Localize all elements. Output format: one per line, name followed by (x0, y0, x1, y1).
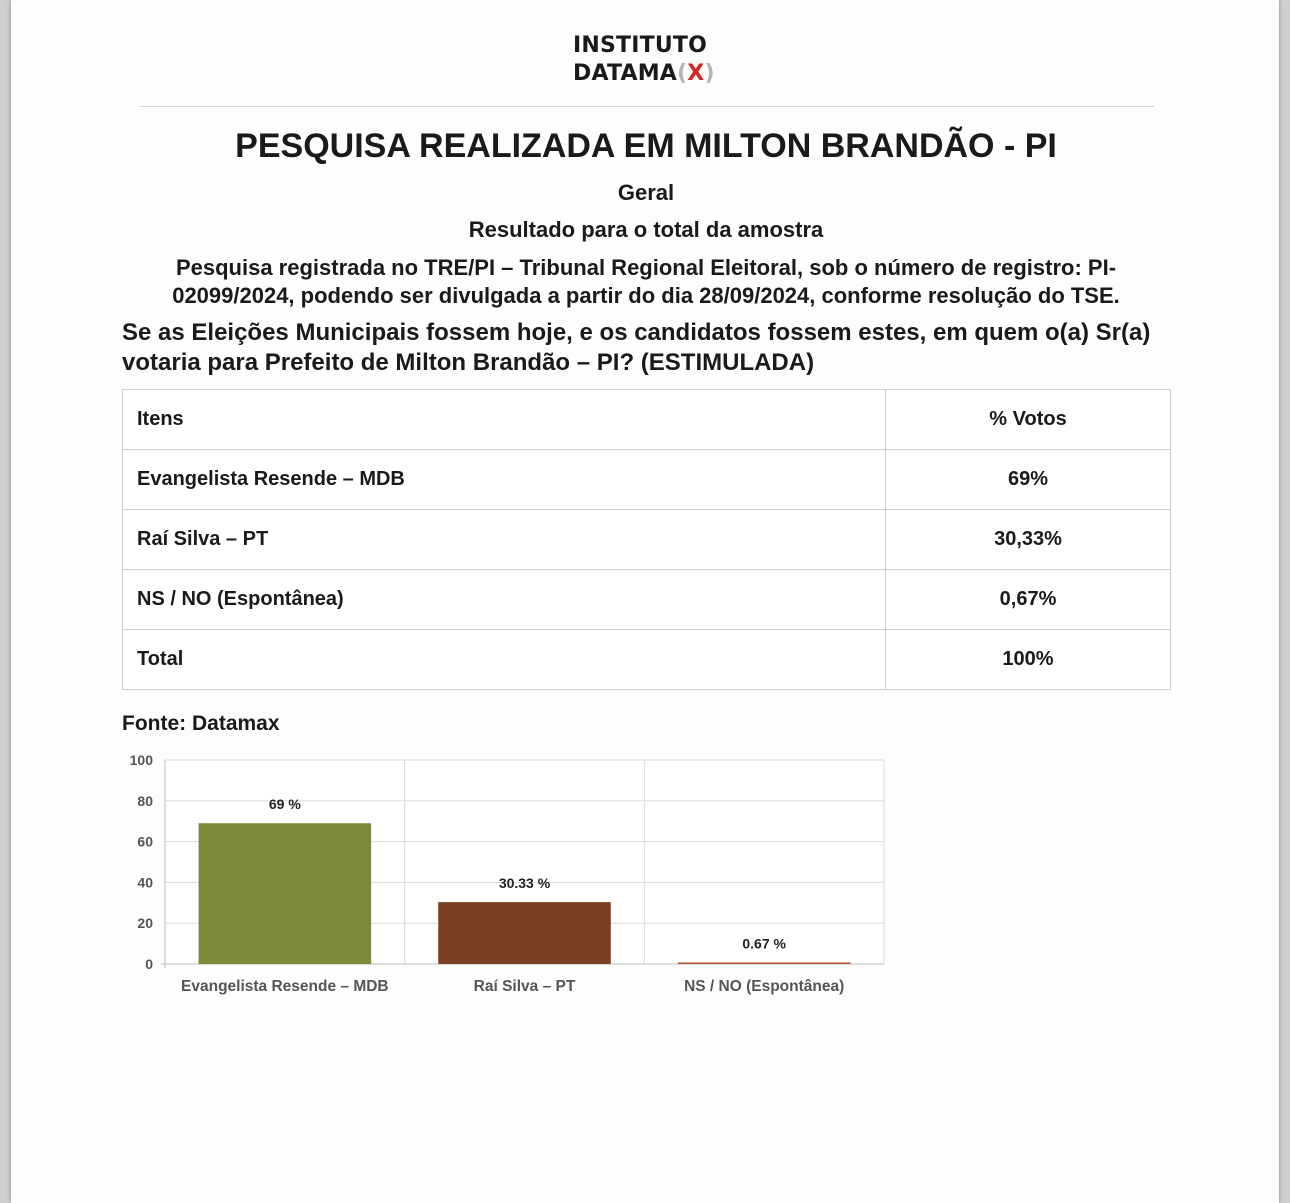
logo-line2-main: DATAMA (573, 61, 678, 86)
logo-line1: INSTITUTO (573, 33, 708, 58)
table-header-row (123, 390, 1171, 450)
source-label: Fonte: Datamax (122, 712, 280, 735)
y-tick-label: 0 (145, 956, 153, 972)
y-tick-label: 80 (137, 792, 153, 809)
x-tick-label: Evangelista Resende – MDB (181, 978, 389, 995)
logo-paren-open: ( (677, 61, 688, 86)
page-title: PESQUISA REALIZADA EM MILTON BRANDÃO - PI (235, 127, 1057, 165)
table-cell-item: Total (123, 630, 886, 690)
survey-question: Se as Eleições Municipais fossem hoje, e os candidatos fossem estes, em quem o(a) Sr(a) votaria para Prefeito de Milton Brandão – PI? (ESTIMULADA) (122, 319, 1151, 376)
table-row (123, 510, 1171, 570)
page-subtitle-sample: Resultado para o total da amostra (468, 217, 824, 242)
table-cell-value: 0,67% (886, 570, 1171, 630)
table-row (123, 450, 1171, 510)
data-label: 0.67 % (742, 935, 786, 952)
registration-note: Pesquisa registrada no TRE/PI – Tribunal Regional Eleitoral, sob o número de registro: PI-02099/2024, podendo ser divulgada a partir do dia 28/09/2024, conforme resolução do TSE. (172, 255, 1120, 308)
data-label: 69 % (268, 796, 301, 813)
table-row-total (123, 630, 1171, 690)
y-tick-label: 100 (129, 752, 153, 768)
table-cell-value: 100% (886, 630, 1171, 690)
table-cell-value: 69% (886, 450, 1171, 510)
table-header-votes: % Votos (886, 390, 1171, 450)
bar (438, 902, 611, 964)
y-tick-label: 60 (137, 833, 153, 850)
results-table (122, 389, 1171, 690)
page-subtitle: Geral (617, 180, 675, 205)
table-cell-item: Evangelista Resende – MDB (123, 450, 886, 510)
logo-x: X (687, 61, 705, 86)
logo-paren-close: ) (704, 61, 715, 86)
y-tick-label: 20 (137, 915, 153, 932)
datamax-logo (573, 32, 715, 88)
table-row (123, 570, 1171, 630)
table-cell-item: Raí Silva – PT (123, 510, 886, 570)
data-label: 30.33 % (498, 875, 551, 892)
table-header-items: Itens (123, 390, 886, 450)
logo-line2 (573, 60, 715, 88)
bar (678, 963, 851, 965)
bar (199, 823, 372, 964)
y-tick-label: 40 (137, 874, 153, 891)
x-tick-label: NS / NO (Espontânea) (684, 978, 845, 995)
table-cell-value: 30,33% (886, 510, 1171, 570)
header-divider (140, 106, 1154, 107)
report-page (11, 0, 1279, 1203)
x-tick-label: Raí Silva – PT (473, 978, 576, 995)
table-cell-item: NS / NO (Espontânea) (123, 570, 886, 630)
vote-bar-chart (122, 745, 912, 1005)
